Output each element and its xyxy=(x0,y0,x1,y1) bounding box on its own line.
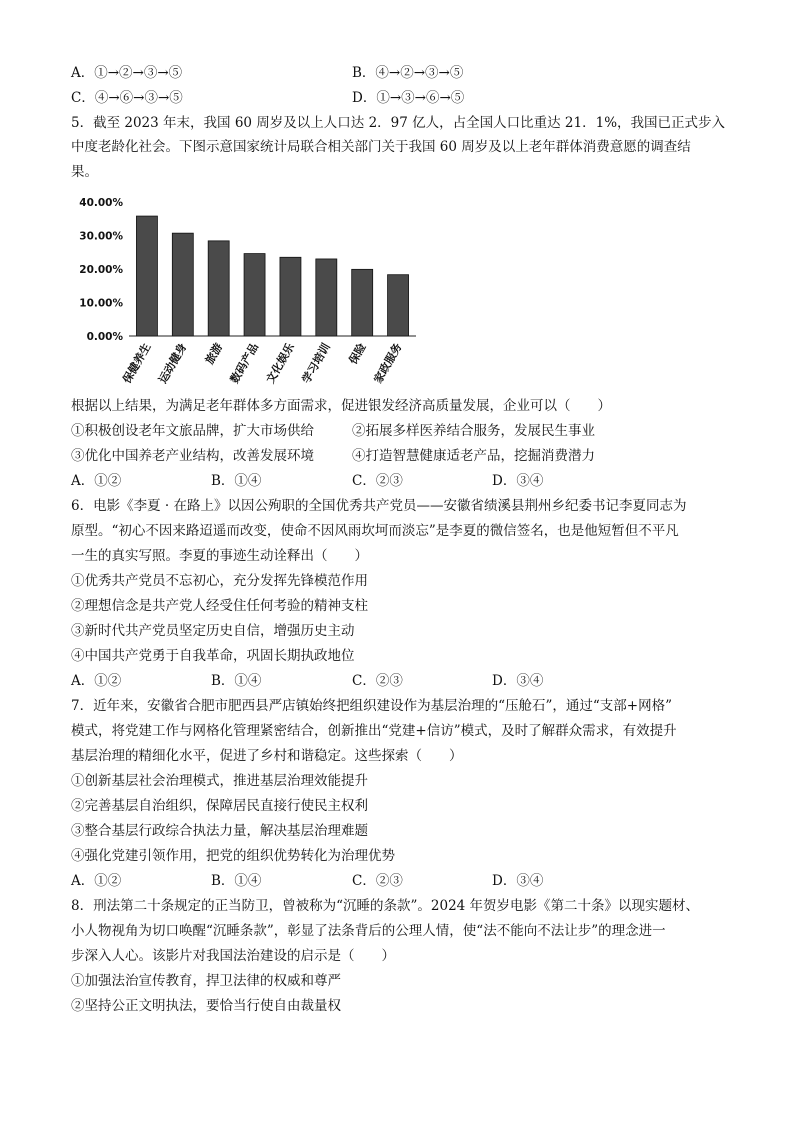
bar-6 xyxy=(316,259,337,336)
q6-option-d: D．③④ xyxy=(492,673,544,689)
q8-stem-line-2: 小人物视角为切口唤醒“沉睡条款”，彰显了法条背后的公理人情，使“法不能向不法让步”的理念进一 xyxy=(71,923,666,939)
q5-item-3: ③优化中国养老产业结构，改善发展环境 xyxy=(71,448,314,464)
q5-item-4: ④打造智慧健康适老产品，挖掘消费潜力 xyxy=(352,448,595,464)
q7-item-1: ①创新基层社会治理模式，推进基层治理效能提升 xyxy=(71,773,368,789)
q8-item-1: ①加强法治宣传教育，捍卫法律的权威和尊严 xyxy=(71,973,341,989)
q6-option-c: C．②③ xyxy=(352,673,403,689)
q5-stem-line-2: 中度老龄化社会。下图示意国家统计局联合相关部门关于我国 60 周岁及以上老年群体消费意愿的调查结 xyxy=(71,139,691,155)
bar-group xyxy=(136,216,408,336)
q7-option-b: B．①④ xyxy=(211,873,262,889)
category-label-4: 数码产品 xyxy=(227,341,262,386)
q7-stem-line-1: 7．近年来，安徽省合肥市肥西县严店镇始终把组织建设作为基层治理的“压舱石”，通过“支部+网格” xyxy=(71,698,673,714)
category-labels xyxy=(119,340,404,386)
q6-stem-line-1: 6．电影《李夏 · 在路上》以因公殉职的全国优秀共产党员——安徽省绩溪县荆州乡纪委书记李夏同志为 xyxy=(71,498,687,514)
q6-stem-line-2: 原型。“初心不因来路迢遥而改变，使命不因风雨坎坷而淡忘”是李夏的微信签名，也是他短暂但不平凡 xyxy=(71,523,679,539)
q8-item-2: ②坚持公正文明执法，要恰当行使自由裁量权 xyxy=(71,998,341,1014)
y-axis-tick-labels xyxy=(79,197,123,343)
q5-option-b: B．①④ xyxy=(211,473,262,489)
q5-option-a: A．①② xyxy=(71,473,122,489)
consumption-willingness-bar-chart xyxy=(71,186,431,386)
q8-stem-line-1: 8．刑法第二十条规定的正当防卫，曾被称为“沉睡的条款”。2024 年贺岁电影《第二十条》以现实题材、 xyxy=(71,898,700,914)
q5-question: 根据以上结果，为满足老年群体多方面需求，促进银发经济高质量发展，企业可以（ ） xyxy=(71,398,611,414)
q7-option-c: C．②③ xyxy=(352,873,403,889)
q8-stem-line-3: 步深入人心。该影片对我国法治建设的启示是（ ） xyxy=(71,948,395,964)
q4-option-c: C．④→⑥→③→⑤ xyxy=(71,90,183,106)
y-tick-label: 0.00% xyxy=(86,331,123,343)
q4-option-b: B．④→②→③→⑤ xyxy=(352,65,464,81)
q4-option-d: D．①→③→⑥→⑤ xyxy=(352,90,465,106)
q7-stem-line-3: 基层治理的精细化水平，促进了乡村和谐稳定。这些探索（ ） xyxy=(71,748,463,764)
y-tick-label: 40.00% xyxy=(79,197,123,209)
q7-option-a: A．①② xyxy=(71,873,122,889)
bar-2 xyxy=(172,233,193,336)
bar-1 xyxy=(136,216,157,336)
bar-5 xyxy=(280,257,301,336)
q6-option-b: B．①④ xyxy=(211,673,262,689)
bar-7 xyxy=(352,269,373,336)
q6-option-a: A．①② xyxy=(71,673,122,689)
q5-option-c: C．②③ xyxy=(352,473,403,489)
q6-item-3: ③新时代共产党员坚定历史自信，增强历史主动 xyxy=(71,623,355,639)
category-label-1: 保健养生 xyxy=(120,341,154,386)
q5-stem-line-3: 果。 xyxy=(71,164,98,180)
category-label-2: 运动健身 xyxy=(156,341,190,386)
y-tick-label: 10.00% xyxy=(79,297,123,310)
category-label-3: 旅游 xyxy=(203,341,226,367)
q6-item-2: ②理想信念是共产党人经受住任何考验的精神支柱 xyxy=(71,598,368,614)
q5-item-2: ②拓展多样医养结合服务，发展民生事业 xyxy=(352,423,595,439)
q7-stem-line-2: 模式，将党建工作与网格化管理紧密结合，创新推出“党建+信访”模式，及时了解群众需求，有效提升 xyxy=(71,723,677,739)
q5-stem-line-1: 5．截至 2023 年末，我国 60 周岁及以上人口达 2．97 亿人，占全国人口比重达 21．1%，我国已正式步入 xyxy=(71,115,726,131)
bar-3 xyxy=(208,241,229,336)
category-label-6: 学习培训 xyxy=(299,341,333,386)
q5-option-d: D．③④ xyxy=(492,473,544,489)
y-tick-label: 30.00% xyxy=(79,230,123,243)
q7-item-4: ④强化党建引领作用，把党的组织优势转化为治理优势 xyxy=(71,848,395,864)
q6-stem-line-3: 一生的真实写照。李夏的事迹生动诠释出（ ） xyxy=(71,548,368,564)
bar-4 xyxy=(244,254,265,336)
bar-8 xyxy=(388,275,409,336)
y-tick-label: 20.00% xyxy=(79,264,123,276)
category-label-5: 文化娱乐 xyxy=(263,341,298,386)
q6-item-4: ④中国共产党勇于自我革命，巩固长期执政地位 xyxy=(71,648,355,664)
q7-item-3: ③整合基层行政综合执法力量，解决基层治理难题 xyxy=(71,823,368,839)
q6-item-1: ①优秀共产党员不忘初心，充分发挥先锋模范作用 xyxy=(71,573,368,589)
category-label-8: 家政服务 xyxy=(371,341,405,386)
q4-option-a: A．①→②→③→⑤ xyxy=(71,65,183,81)
category-label-7: 保险 xyxy=(346,341,369,367)
q7-option-d: D．③④ xyxy=(492,873,544,889)
q7-item-2: ②完善基层自治组织，保障居民直接行使民主权利 xyxy=(71,798,368,814)
q5-item-1: ①积极创设老年文旅品牌，扩大市场供给 xyxy=(71,423,314,439)
